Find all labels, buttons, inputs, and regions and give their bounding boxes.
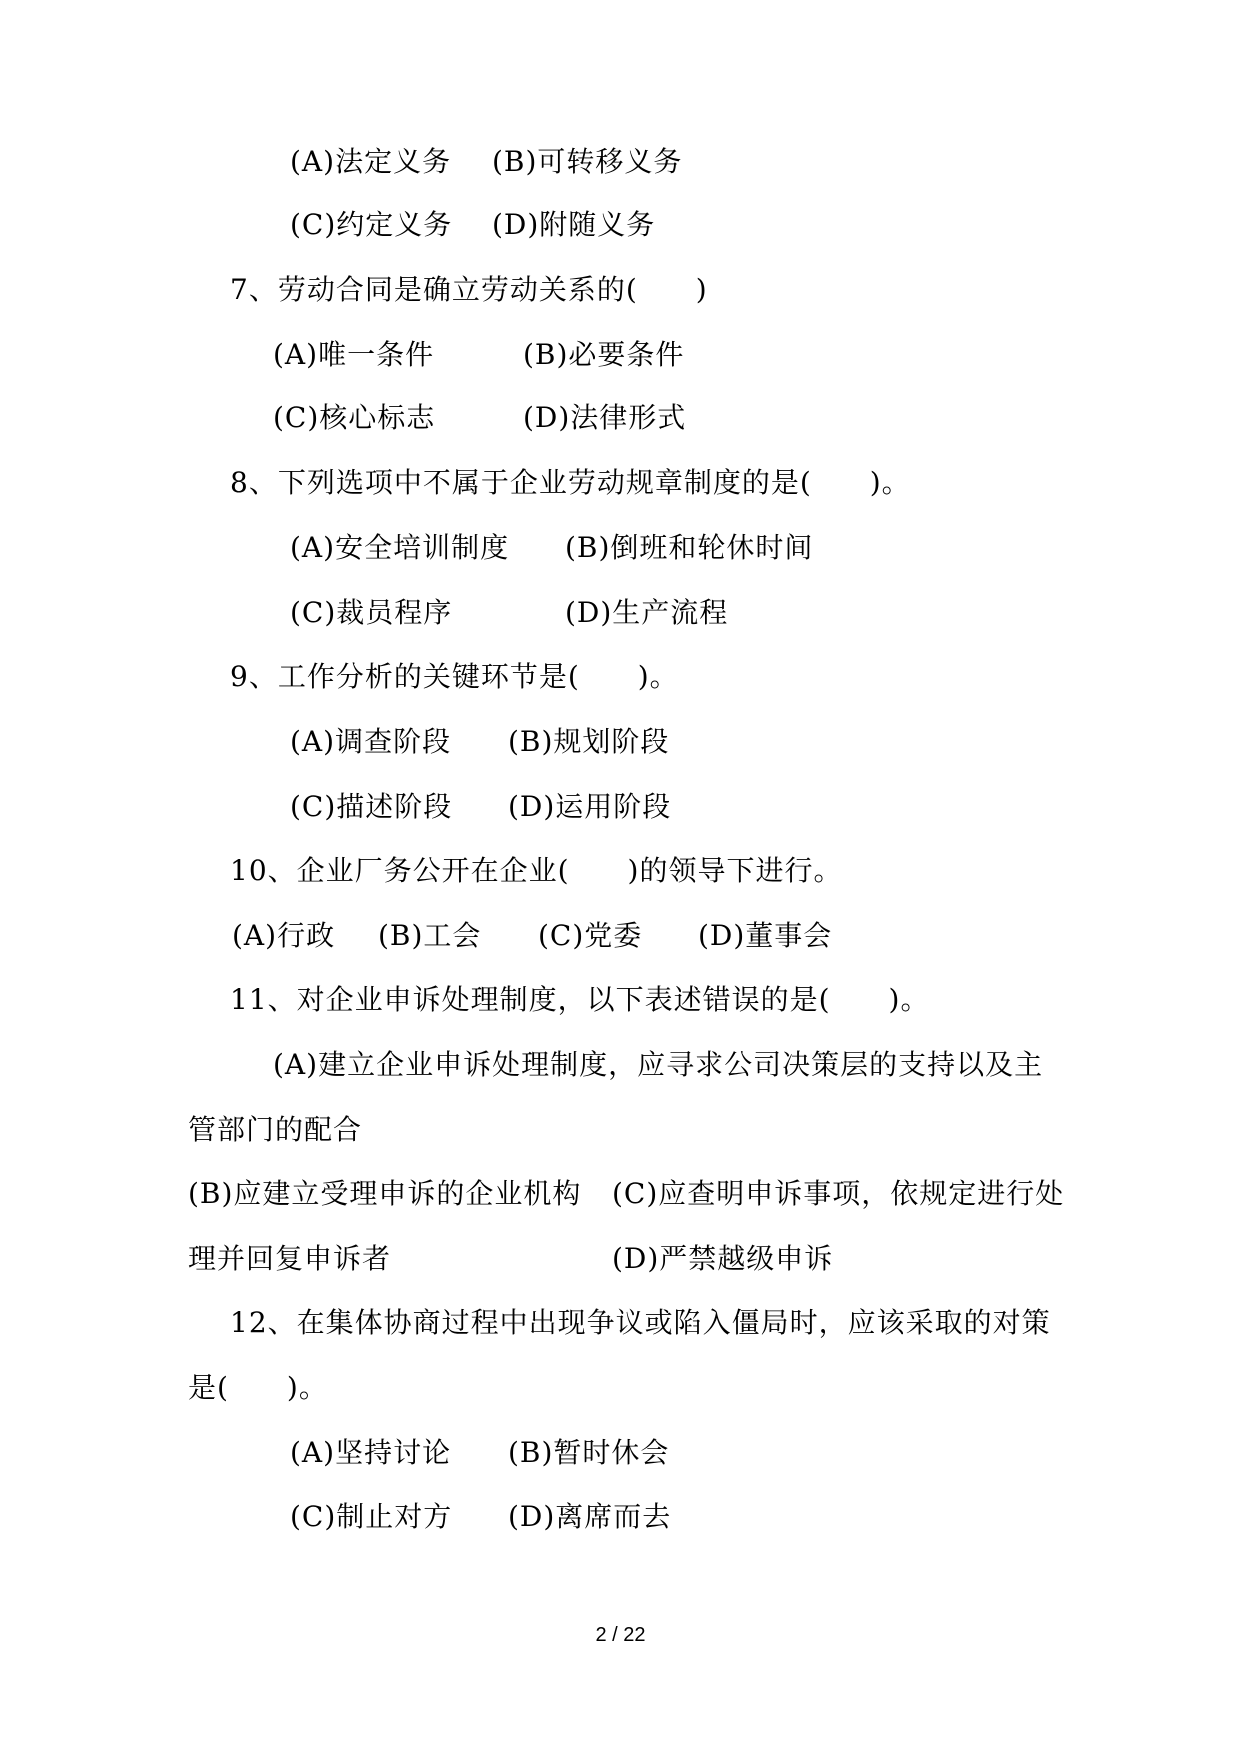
q8-option-c: (C)裁员程序 [290, 596, 453, 629]
q11-option-d: (D)严禁越级申诉 [612, 1242, 834, 1275]
q12-option-a: (A)坚持讨论 [290, 1436, 452, 1469]
q7-option-a: (A)唯一条件 [273, 338, 435, 371]
q6-option-a: (A)法定义务 [290, 145, 452, 178]
q6-option-d: (D)附随义务 [492, 208, 656, 241]
q11-option-c-text2: 理并回复申诉者 [188, 1242, 392, 1275]
q10-stem: 10、企业厂务公开在企业( )的领导下进行。 [230, 854, 843, 887]
q8-option-b: (B)倒班和轮休时间 [565, 531, 814, 564]
q12-option-c: (C)制止对方 [290, 1500, 453, 1533]
q9-stem: 9、工作分析的关键环节是( )。 [230, 660, 679, 693]
q10-option-d: (D)董事会 [698, 919, 833, 952]
q7-stem: 7、劳动合同是确立劳动关系的( ) [230, 273, 708, 306]
q11-option-a-text1: (A)建立企业申诉处理制度，应寻求公司决策层的支持以及主 [273, 1048, 1044, 1081]
q11-option-a-text2: 管部门的配合 [188, 1113, 363, 1146]
q6-option-b: (B)可转移义务 [492, 145, 683, 178]
q12-option-b: (B)暂时休会 [508, 1436, 670, 1469]
q10-option-a: (A)行政 [232, 919, 336, 952]
q7-option-d: (D)法律形式 [523, 401, 687, 434]
q10-option-b: (B)工会 [378, 919, 482, 952]
q7-option-c: (C)核心标志 [273, 401, 436, 434]
q9-option-a: (A)调查阶段 [290, 725, 452, 758]
q9-option-d: (D)运用阶段 [508, 790, 672, 823]
q12-stem-text1: 12、在集体协商过程中出现争议或陷入僵局时，应该采取的对策 [230, 1306, 1051, 1339]
q8-option-d: (D)生产流程 [565, 596, 729, 629]
q10-option-c: (C)党委 [538, 919, 643, 952]
q12-option-d: (D)离席而去 [508, 1500, 672, 1533]
q11-option-c-text1: (C)应查明申诉事项，依规定进行处 [612, 1177, 1065, 1210]
q11-option-b: (B)应建立受理申诉的企业机构 [188, 1177, 582, 1210]
q11-stem: 11、对企业申诉处理制度，以下表述错误的是( )。 [230, 983, 930, 1016]
q9-option-b: (B)规划阶段 [508, 725, 670, 758]
page-number: 2 / 22 [595, 1624, 646, 1646]
q9-option-c: (C)描述阶段 [290, 790, 453, 823]
q7-option-b: (B)必要条件 [523, 338, 685, 371]
q8-stem: 8、下列选项中不属于企业劳动规章制度的是( )。 [230, 466, 911, 499]
q8-option-a: (A)安全培训制度 [290, 531, 510, 564]
q6-option-c: (C)约定义务 [290, 208, 453, 241]
q12-stem-text2: 是( )。 [188, 1371, 328, 1404]
